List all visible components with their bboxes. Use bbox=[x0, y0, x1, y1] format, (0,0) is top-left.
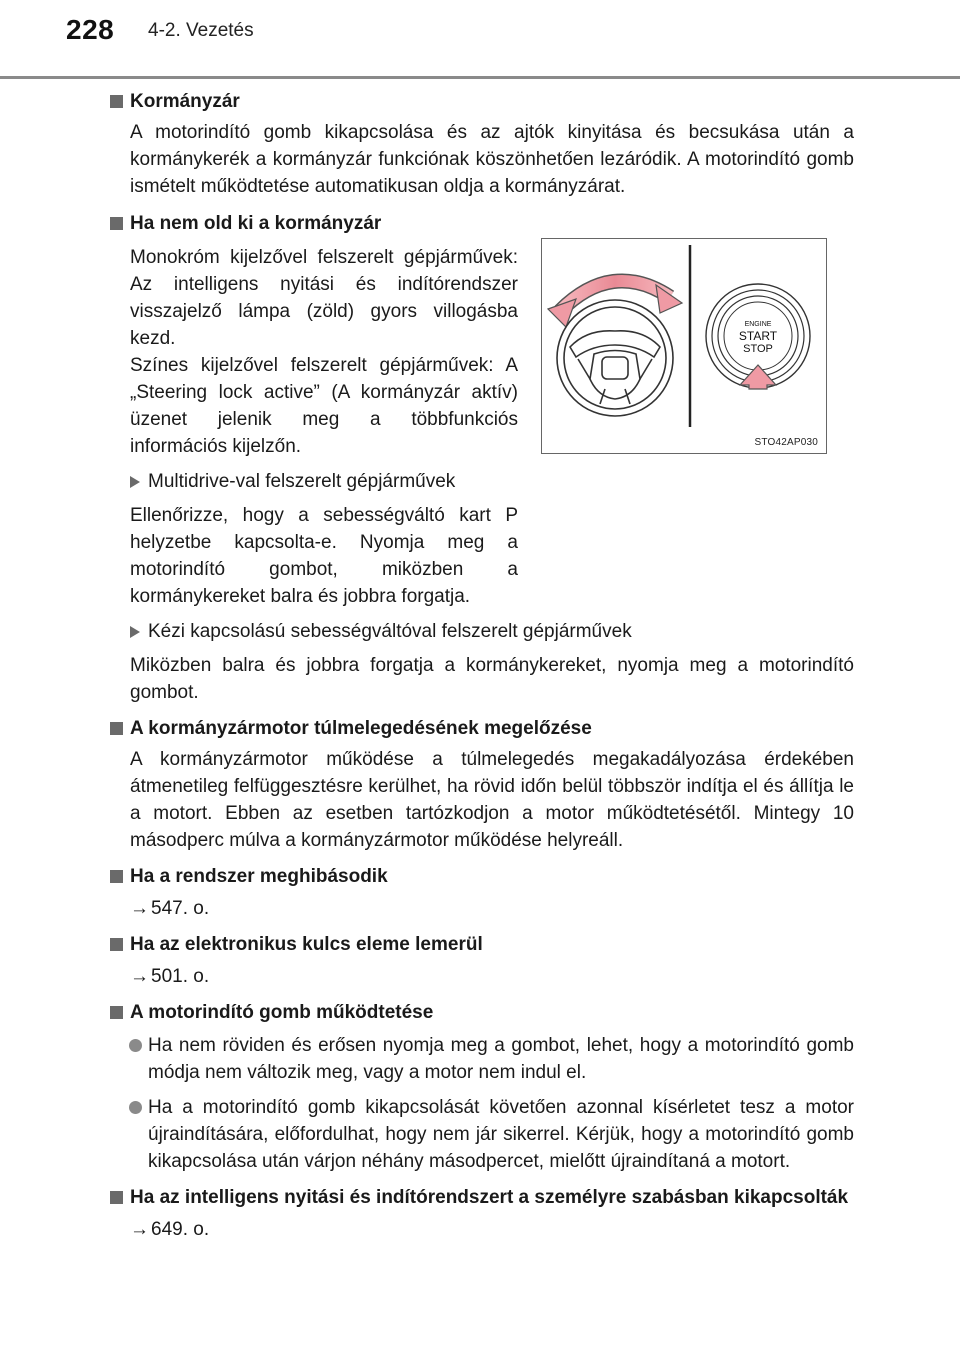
paragraph-color-display: Színes kijelzővel felszerelt gépjárművek: A „Steering lock active” (A kormányzár aktív) üzenet jelenik meg a többfunkciós információs kijelzőn. bbox=[130, 355, 518, 457]
paragraph: A kormányzármotor működése a túlmelegedés megakadályozása érdekében átmenetileg felfüggesztésre kerülhet, ha rövid időn belül többször indítja el és állítja le a motort. Ebben az esetben tartózkodjon a motor működtetésétől. Mintegy 10 másodperc múlva a kormányzármotor működése helyreáll. bbox=[130, 749, 854, 851]
section-heading: Ha az intelligens nyitási és indítórendszert a személyre szabásban kikapcsolták bbox=[0, 1184, 854, 1211]
section-system-failure bbox=[0, 863, 960, 922]
paragraph-multidrive: Ellenőrizze, hogy a sebességváltó kart P helyzetbe kapcsolta-e. Nyomja meg a motorindító gombot, miközben a kormánykereket balra és jobbra forgatja. bbox=[130, 505, 518, 607]
square-bullet-icon bbox=[110, 1006, 123, 1019]
page-reference: → 501. o. bbox=[130, 966, 210, 987]
button-label-start: START bbox=[738, 329, 778, 343]
section-heading: A kormányzármotor túlmelegedésének megelőzése bbox=[0, 715, 960, 742]
square-bullet-icon bbox=[110, 217, 123, 230]
triangle-bullet-icon bbox=[130, 476, 140, 488]
page-header bbox=[0, 0, 960, 80]
circle-bullet-icon bbox=[129, 1039, 142, 1052]
list-item: Ha nem röviden és erősen nyomja meg a gombot, lehet, hogy a motorindító gomb módja nem változik meg, vagy a motor nem indul el. bbox=[0, 1032, 854, 1086]
section-start-button-operation bbox=[0, 999, 960, 1175]
section-steering-lock bbox=[0, 88, 960, 200]
paragraph-monochrome: Monokróm kijelzővel felszerelt gépjárművek: Az intelligens nyitási és indítórendszer visszajelző lámpa (zöld) gyors villogásba kezd. bbox=[130, 247, 518, 349]
list-item: Ha a motorindító gomb kikapcsolását követően azonnal kísérletet tesz a motor újraindítására, előfordulhat, hogy nem jár sikerrel. Kérjük, hogy a motorindító gomb kikapcsolása után várjon néhány másodpercet, mielőtt újraindítaná a motort. bbox=[0, 1094, 854, 1175]
arrow-icon: → bbox=[130, 1219, 149, 1240]
arrow-icon: → bbox=[130, 966, 149, 987]
page-content bbox=[0, 88, 960, 1243]
square-bullet-icon bbox=[110, 870, 123, 883]
page-reference: → 649. o. bbox=[130, 1219, 210, 1240]
square-bullet-icon bbox=[110, 938, 123, 951]
section-key-battery bbox=[0, 931, 960, 990]
circle-bullet-icon bbox=[129, 1101, 142, 1114]
figure-code: STO42AP030 bbox=[754, 437, 818, 448]
section-heading: Ha a rendszer meghibásodik bbox=[0, 863, 960, 890]
button-label-engine: ENGINE bbox=[744, 321, 772, 328]
section-customization-disabled bbox=[0, 1184, 960, 1243]
square-bullet-icon bbox=[110, 722, 123, 735]
page-reference: → 547. o. bbox=[130, 898, 210, 919]
section-heading: Ha nem old ki a kormányzár bbox=[0, 210, 960, 237]
arrow-icon: → bbox=[130, 898, 149, 919]
section-title: 4-2. Vezetés bbox=[148, 20, 254, 41]
page-number: 228 bbox=[66, 14, 115, 45]
triangle-bullet-icon bbox=[130, 626, 140, 638]
section-lock-not-released bbox=[0, 210, 960, 706]
section-heading: A motorindító gomb működtetése bbox=[0, 999, 960, 1026]
section-heading: Kormányzár bbox=[0, 88, 960, 115]
button-label-stop: STOP bbox=[743, 343, 773, 355]
section-heading: Ha az elektronikus kulcs eleme lemerül bbox=[0, 931, 960, 958]
paragraph-manual: Miközben balra és jobbra forgatja a kormánykereket, nyomja meg a motorindító gombot. bbox=[130, 655, 854, 703]
subheading-manual: Kézi kapcsolású sebességváltóval felszerelt gépjárművek bbox=[0, 618, 960, 645]
section-overheat bbox=[0, 715, 960, 854]
square-bullet-icon bbox=[110, 1191, 123, 1204]
paragraph: A motorindító gomb kikapcsolása és az ajtók kinyitása és becsukása után a kormánykerék a kormányzár funkciónak köszönhetően lezáródik. A motorindító gomb ismételt működtetése automatikusan oldja a kormányzárat. bbox=[130, 122, 854, 197]
square-bullet-icon bbox=[110, 95, 123, 108]
subheading-multidrive: Multidrive-val felszerelt gépjárművek bbox=[0, 468, 960, 495]
header-rule bbox=[0, 76, 960, 79]
